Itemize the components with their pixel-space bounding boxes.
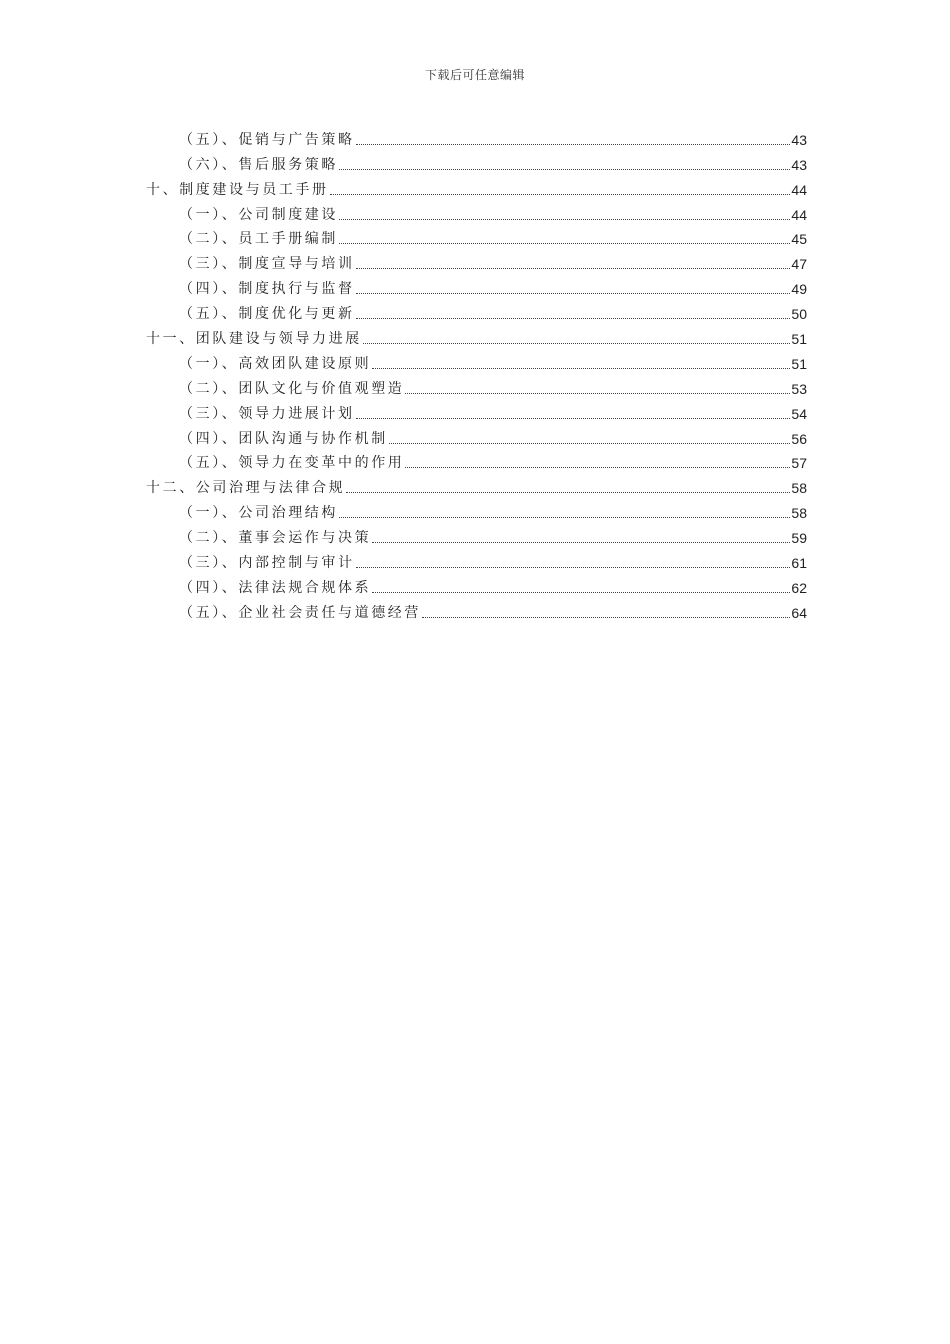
toc-entry-title: （一）、高效团队建设原则 bbox=[179, 355, 372, 372]
toc-entry-title: （三）、领导力进展计划 bbox=[179, 405, 355, 422]
toc-entry-page: 58 bbox=[791, 480, 807, 497]
toc-dot-leader bbox=[356, 267, 791, 269]
toc-entry-page: 59 bbox=[791, 530, 807, 547]
toc-entry-page: 57 bbox=[791, 455, 807, 472]
toc-dot-leader bbox=[405, 466, 790, 468]
toc-dot-leader bbox=[356, 317, 791, 319]
toc-entry-page: 50 bbox=[791, 306, 807, 323]
toc-dot-leader bbox=[356, 292, 791, 294]
toc-entry[interactable] bbox=[146, 174, 807, 199]
toc-entry[interactable] bbox=[146, 373, 807, 398]
toc-entry-title: （四）、团队沟通与协作机制 bbox=[179, 430, 388, 447]
toc-entry[interactable] bbox=[146, 572, 807, 597]
toc-entry-page: 44 bbox=[791, 206, 807, 223]
toc-entry-title: 十二、公司治理与法律合规 bbox=[146, 480, 346, 497]
toc-entry[interactable] bbox=[146, 124, 807, 149]
toc-entry-title: （五）、制度优化与更新 bbox=[179, 306, 355, 323]
toc-entry-page: 51 bbox=[791, 331, 807, 348]
page-header: 下载后可任意编辑 bbox=[424, 68, 525, 82]
toc-dot-leader bbox=[330, 193, 791, 195]
toc-dot-leader bbox=[339, 218, 790, 220]
toc-entry[interactable] bbox=[146, 248, 807, 273]
toc-entry-title: （二）、董事会运作与决策 bbox=[179, 530, 372, 547]
toc-entry-page: 54 bbox=[791, 405, 807, 422]
toc-entry[interactable] bbox=[146, 398, 807, 423]
table-of-contents bbox=[146, 124, 807, 622]
toc-entry-title: （二）、员工手册编制 bbox=[179, 231, 338, 248]
toc-entry-title: （三）、制度宣导与培训 bbox=[179, 256, 355, 273]
toc-dot-leader bbox=[372, 541, 790, 543]
toc-entry-title: （一）、公司制度建设 bbox=[179, 206, 338, 223]
toc-dot-leader bbox=[405, 392, 790, 394]
toc-entry[interactable] bbox=[146, 448, 807, 473]
toc-entry[interactable] bbox=[146, 497, 807, 522]
toc-entry[interactable] bbox=[146, 323, 807, 348]
toc-dot-leader bbox=[422, 616, 790, 618]
toc-entry[interactable] bbox=[146, 298, 807, 323]
toc-dot-leader bbox=[389, 442, 791, 444]
toc-entry[interactable] bbox=[146, 547, 807, 572]
toc-entry[interactable] bbox=[146, 472, 807, 497]
toc-entry-page: 61 bbox=[791, 555, 807, 572]
toc-entry-title: （一）、公司治理结构 bbox=[179, 505, 338, 522]
toc-dot-leader bbox=[346, 491, 790, 493]
toc-entry-page: 47 bbox=[791, 256, 807, 273]
toc-entry-page: 58 bbox=[791, 505, 807, 522]
toc-entry[interactable] bbox=[146, 348, 807, 373]
toc-entry-page: 64 bbox=[791, 604, 807, 621]
toc-dot-leader bbox=[356, 143, 791, 145]
toc-entry[interactable] bbox=[146, 149, 807, 174]
toc-dot-leader bbox=[356, 566, 791, 568]
toc-entry-page: 53 bbox=[791, 380, 807, 397]
toc-entry-title: （六）、售后服务策略 bbox=[179, 156, 338, 173]
toc-entry-page: 49 bbox=[791, 281, 807, 298]
toc-entry-title: （五）、促销与广告策略 bbox=[179, 131, 355, 148]
toc-dot-leader bbox=[339, 242, 790, 244]
toc-entry[interactable] bbox=[146, 597, 807, 622]
toc-entry-title: （五）、领导力在变革中的作用 bbox=[179, 455, 405, 472]
toc-dot-leader bbox=[372, 591, 790, 593]
toc-entry[interactable] bbox=[146, 224, 807, 249]
toc-dot-leader bbox=[356, 417, 791, 419]
toc-entry-page: 62 bbox=[791, 579, 807, 596]
toc-entry[interactable] bbox=[146, 423, 807, 448]
toc-entry-title: （三）、内部控制与审计 bbox=[179, 555, 355, 572]
toc-entry-page: 44 bbox=[791, 181, 807, 198]
toc-entry-page: 56 bbox=[791, 430, 807, 447]
toc-entry-title: （二）、团队文化与价值观塑造 bbox=[179, 380, 405, 397]
toc-entry[interactable] bbox=[146, 273, 807, 298]
toc-dot-leader bbox=[339, 168, 790, 170]
toc-dot-leader bbox=[363, 342, 791, 344]
toc-entry[interactable] bbox=[146, 522, 807, 547]
toc-entry-title: 十一、团队建设与领导力进展 bbox=[146, 331, 362, 348]
toc-entry-page: 43 bbox=[791, 131, 807, 148]
toc-entry-title: （四）、制度执行与监督 bbox=[179, 281, 355, 298]
toc-entry-title: （五）、企业社会责任与道德经营 bbox=[179, 604, 421, 621]
toc-entry-title: 十、制度建设与员工手册 bbox=[146, 181, 329, 198]
toc-entry-page: 45 bbox=[791, 231, 807, 248]
toc-entry-title: （四）、法律法规合规体系 bbox=[179, 579, 372, 596]
toc-entry-page: 43 bbox=[791, 156, 807, 173]
toc-entry-page: 51 bbox=[791, 355, 807, 372]
toc-dot-leader bbox=[339, 516, 790, 518]
toc-dot-leader bbox=[372, 367, 790, 369]
toc-entry[interactable] bbox=[146, 199, 807, 224]
